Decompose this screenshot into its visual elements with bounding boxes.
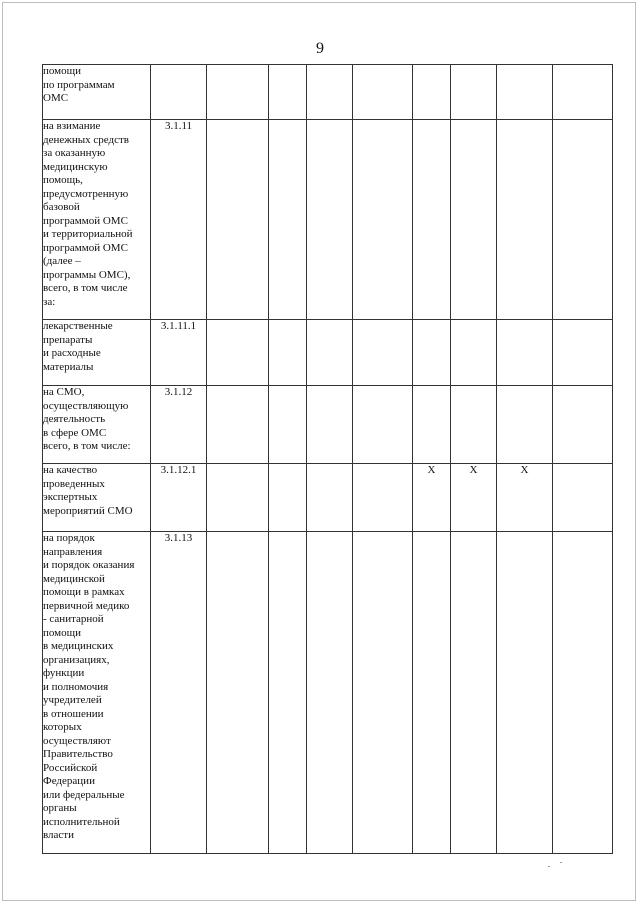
report-table [42, 64, 613, 854]
value-cell [497, 320, 553, 386]
description-line: власти [43, 829, 74, 841]
value-cell [497, 65, 553, 120]
value-cell [553, 320, 613, 386]
value-cell [553, 65, 613, 120]
description-line: предусмотренную [43, 187, 129, 200]
description-line: организациях, [43, 653, 110, 666]
description-line: и территориальной [43, 228, 133, 240]
description-line: денежных средств [43, 133, 129, 146]
description-line: на взимание [43, 120, 101, 132]
description-line: за оказанную [43, 147, 106, 159]
value-cell [307, 320, 353, 386]
description-line: на порядок [43, 532, 95, 544]
value-cell [451, 320, 497, 386]
row-code [151, 65, 207, 120]
row-description [43, 65, 151, 120]
description-line: помощи [43, 65, 81, 77]
description-line: программой ОМС [43, 241, 128, 254]
row-code: 3.1.13 [151, 532, 207, 854]
description-line: помощь, [43, 174, 83, 186]
value-cell [269, 532, 307, 854]
description-line: всего, в том числе [43, 282, 128, 294]
description-line: в сфере ОМС [43, 426, 107, 439]
value-cell [353, 464, 413, 532]
value-cell [207, 386, 269, 464]
description-line: ОМС [43, 92, 69, 104]
value-cell [353, 65, 413, 120]
description-line: медицинской [43, 572, 105, 585]
description-line: мероприятий СМО [43, 504, 133, 517]
description-line: медицинскую [43, 160, 108, 173]
description-line: первичной медико [43, 599, 130, 612]
description-line: или федеральные [43, 788, 125, 801]
row-description [43, 120, 151, 320]
description-line: помощи [43, 626, 81, 639]
description-line: в отношении [43, 707, 104, 720]
value-cell [497, 532, 553, 854]
value-cell [269, 120, 307, 320]
value-cell [497, 386, 553, 464]
value-cell [353, 386, 413, 464]
description-line: направления [43, 545, 103, 558]
value-cell [553, 120, 613, 320]
description-line: и расходные [43, 347, 101, 359]
description-line: и полномочия [43, 680, 109, 693]
value-cell [353, 120, 413, 320]
row-description [43, 320, 151, 386]
value-cell [307, 386, 353, 464]
value-cell [207, 65, 269, 120]
description-line: осуществляют [43, 734, 111, 747]
value-cell [269, 65, 307, 120]
description-line: (далее – [43, 255, 81, 267]
value-cell [497, 120, 553, 320]
value-cell [451, 120, 497, 320]
value-cell [413, 65, 451, 120]
description-line: и порядок оказания [43, 559, 135, 571]
value-cell [307, 464, 353, 532]
value-cell [269, 386, 307, 464]
value-cell [353, 320, 413, 386]
value-cell [307, 120, 353, 320]
row-description [43, 386, 151, 464]
value-cell [451, 386, 497, 464]
description-line: проведенных [43, 477, 105, 490]
description-line: органы [43, 802, 77, 814]
description-line: - санитарной [43, 613, 104, 625]
description-line: помощи в рамках [43, 586, 125, 598]
value-cell [269, 464, 307, 532]
scan-artifact [548, 866, 550, 867]
value-cell [207, 320, 269, 386]
description-line: программой ОМС [43, 214, 128, 227]
value-cell [553, 386, 613, 464]
table-row [43, 386, 613, 464]
value-cell [307, 532, 353, 854]
description-line: Российской [43, 761, 98, 774]
value-cell [269, 320, 307, 386]
value-cell [451, 65, 497, 120]
row-description [43, 464, 151, 532]
page-number: 9 [316, 40, 324, 57]
value-cell: X [451, 464, 497, 532]
description-line: всего, в том числе: [43, 440, 131, 452]
description-line: на качество [43, 464, 98, 476]
description-line: осуществляющую [43, 399, 129, 412]
description-line: программы ОМС), [43, 268, 131, 281]
table-row [43, 65, 613, 120]
row-description [43, 532, 151, 854]
value-cell [413, 120, 451, 320]
description-line: базовой [43, 201, 80, 213]
description-line: препараты [43, 333, 93, 346]
table-row [43, 320, 613, 386]
table-row [43, 464, 613, 532]
description-line: на СМО, [43, 386, 85, 398]
description-line: лекарственные [43, 320, 113, 332]
description-line: в медицинских [43, 640, 114, 652]
value-cell [451, 532, 497, 854]
description-line: за: [43, 295, 56, 308]
value-cell [413, 532, 451, 854]
description-line: Федерации [43, 775, 95, 787]
value-cell [553, 532, 613, 854]
description-line: которых [43, 721, 82, 733]
value-cell [553, 464, 613, 532]
description-line: исполнительной [43, 815, 120, 828]
description-line: экспертных [43, 491, 98, 503]
description-line: материалы [43, 360, 94, 373]
value-cell [413, 320, 451, 386]
row-code: 3.1.12.1 [151, 464, 207, 532]
description-line: Правительство [43, 748, 113, 760]
value-cell [207, 464, 269, 532]
description-line: учредителей [43, 694, 102, 706]
table-row [43, 532, 613, 854]
value-cell [207, 532, 269, 854]
scan-artifact [560, 862, 562, 863]
description-line: по программам [43, 78, 115, 91]
value-cell: X [413, 464, 451, 532]
row-code: 3.1.12 [151, 386, 207, 464]
table-row [43, 120, 613, 320]
value-cell [353, 532, 413, 854]
value-cell [307, 65, 353, 120]
description-line: функции [43, 667, 85, 679]
row-code: 3.1.11 [151, 120, 207, 320]
value-cell [207, 120, 269, 320]
row-code: 3.1.11.1 [151, 320, 207, 386]
value-cell: X [497, 464, 553, 532]
description-line: деятельность [43, 413, 106, 425]
value-cell [413, 386, 451, 464]
